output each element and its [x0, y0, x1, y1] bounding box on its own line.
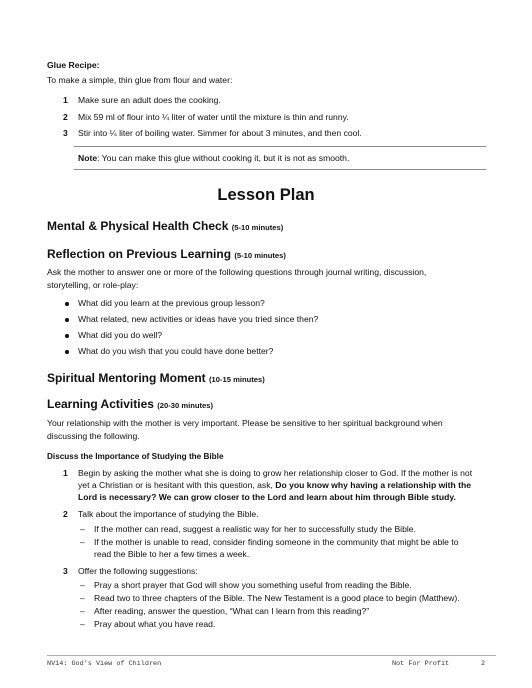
- dash-marker: –: [80, 593, 85, 603]
- learning-intro: Your relationship with the mother is very important. Please be sensitive to her spiritual background when: [47, 418, 443, 428]
- item-text: Offer the following suggestions:: [78, 566, 198, 576]
- glue-note: [78, 153, 349, 164]
- glue-step-number: 2: [63, 112, 68, 122]
- reflection-intro: storytelling, or role-play:: [47, 280, 139, 290]
- footer-note: Not For Profit: [392, 660, 450, 668]
- item-subpoint: Read two to three chapters of the Bible. The New Testament is a good place to begin (Matthew).: [94, 593, 460, 603]
- bullet-icon: [65, 318, 69, 322]
- dash-marker: –: [80, 537, 85, 547]
- item-text: Talk about the importance of studying the Bible.: [78, 509, 259, 519]
- section-time: (20-30 minutes): [157, 401, 213, 410]
- glue-step-text: Stir into ¼ liter of boiling water. Simmer for about 3 minutes, and then cool.: [78, 128, 362, 138]
- reflection-question: What related, new activities or ideas have you tried since then?: [78, 314, 319, 324]
- page-title: Lesson Plan: [217, 186, 315, 204]
- item-text-bold: Do you know why having a relationship with the: [275, 480, 472, 490]
- glue-recipe-heading: Glue Recipe:: [47, 60, 100, 70]
- section-title: Learning Activities: [47, 397, 154, 411]
- reflection-intro: Ask the mother to answer one or more of the following questions through journal writing, discussion,: [47, 267, 427, 277]
- note-bottom-rule: [74, 169, 486, 170]
- item-subpoint: Pray about what you have read.: [94, 619, 216, 629]
- reflection-question: What did you do well?: [78, 330, 163, 340]
- item-text: [78, 480, 471, 491]
- dash-marker: –: [80, 606, 85, 616]
- note-top-rule: [74, 146, 486, 147]
- glue-step-number: 3: [63, 128, 68, 138]
- glue-step-text: Make sure an adult does the cooking.: [78, 95, 221, 105]
- section-time: (5-10 minutes): [234, 251, 286, 260]
- item-number: 1: [63, 468, 68, 478]
- section-time: (5-10 minutes): [231, 223, 284, 232]
- dash-marker: –: [80, 524, 85, 534]
- section-heading-learning: [47, 397, 213, 411]
- footer-doc-title: NV14: God’s View of Children: [47, 660, 162, 668]
- item-number: 2: [63, 509, 68, 519]
- section-heading-spiritual: [47, 371, 265, 385]
- subheading: Discuss the Importance of Studying the Bible: [47, 452, 224, 461]
- glue-step-text: Mix 59 ml of flour into ¼ liter of water until the mixture is thin and runny.: [78, 112, 349, 122]
- item-text-plain: yet a Christian or is hesitant with this question, ask,: [78, 480, 276, 490]
- glue-step-number: 1: [63, 95, 68, 105]
- section-time: (10-15 minutes): [209, 375, 265, 384]
- note-label: Note: [78, 153, 98, 163]
- page-number: 2: [481, 660, 486, 668]
- reflection-question: What do you wish that you could have done better?: [78, 346, 274, 356]
- bullet-icon: [65, 350, 69, 354]
- item-text: Begin by asking the mother what she is doing to grow her relationship closer to God. If the mother is not: [78, 468, 473, 478]
- item-subpoint: If the mother is unable to read, consider finding someone in the community that might be able to: [94, 537, 459, 547]
- item-number: 3: [63, 566, 68, 576]
- note-text: : You can make this glue without cooking it, but it is not as smooth.: [97, 153, 350, 163]
- glue-recipe-intro: To make a simple, thin glue from flour and water:: [47, 75, 233, 85]
- item-subpoint: read the Bible to her a few times a week.: [94, 549, 250, 559]
- section-heading-health: [47, 219, 283, 233]
- reflection-question: What did you learn at the previous group lesson?: [78, 298, 265, 308]
- bullet-icon: [65, 302, 69, 306]
- bullet-icon: [65, 334, 69, 338]
- learning-intro: discussing the following.: [47, 431, 140, 441]
- footer-rule: [47, 655, 496, 656]
- item-subpoint: Pray a short prayer that God will show you something useful from reading the Bible.: [94, 580, 412, 590]
- section-title: Mental & Physical Health Check: [47, 219, 229, 233]
- section-title: Reflection on Previous Learning: [47, 247, 232, 261]
- section-heading-reflection: [47, 247, 286, 261]
- dash-marker: –: [80, 580, 85, 590]
- item-text-bold: Lord is necessary? We can grow closer to the Lord and learn about him through Bible study.: [78, 492, 456, 502]
- dash-marker: –: [80, 619, 85, 629]
- section-title: Spiritual Mentoring Moment: [47, 371, 206, 385]
- item-subpoint: After reading, answer the question, “What can I learn from this reading?”: [94, 606, 370, 616]
- item-subpoint: If the mother can read, suggest a realistic way for her to successfully study the Bible.: [94, 524, 416, 534]
